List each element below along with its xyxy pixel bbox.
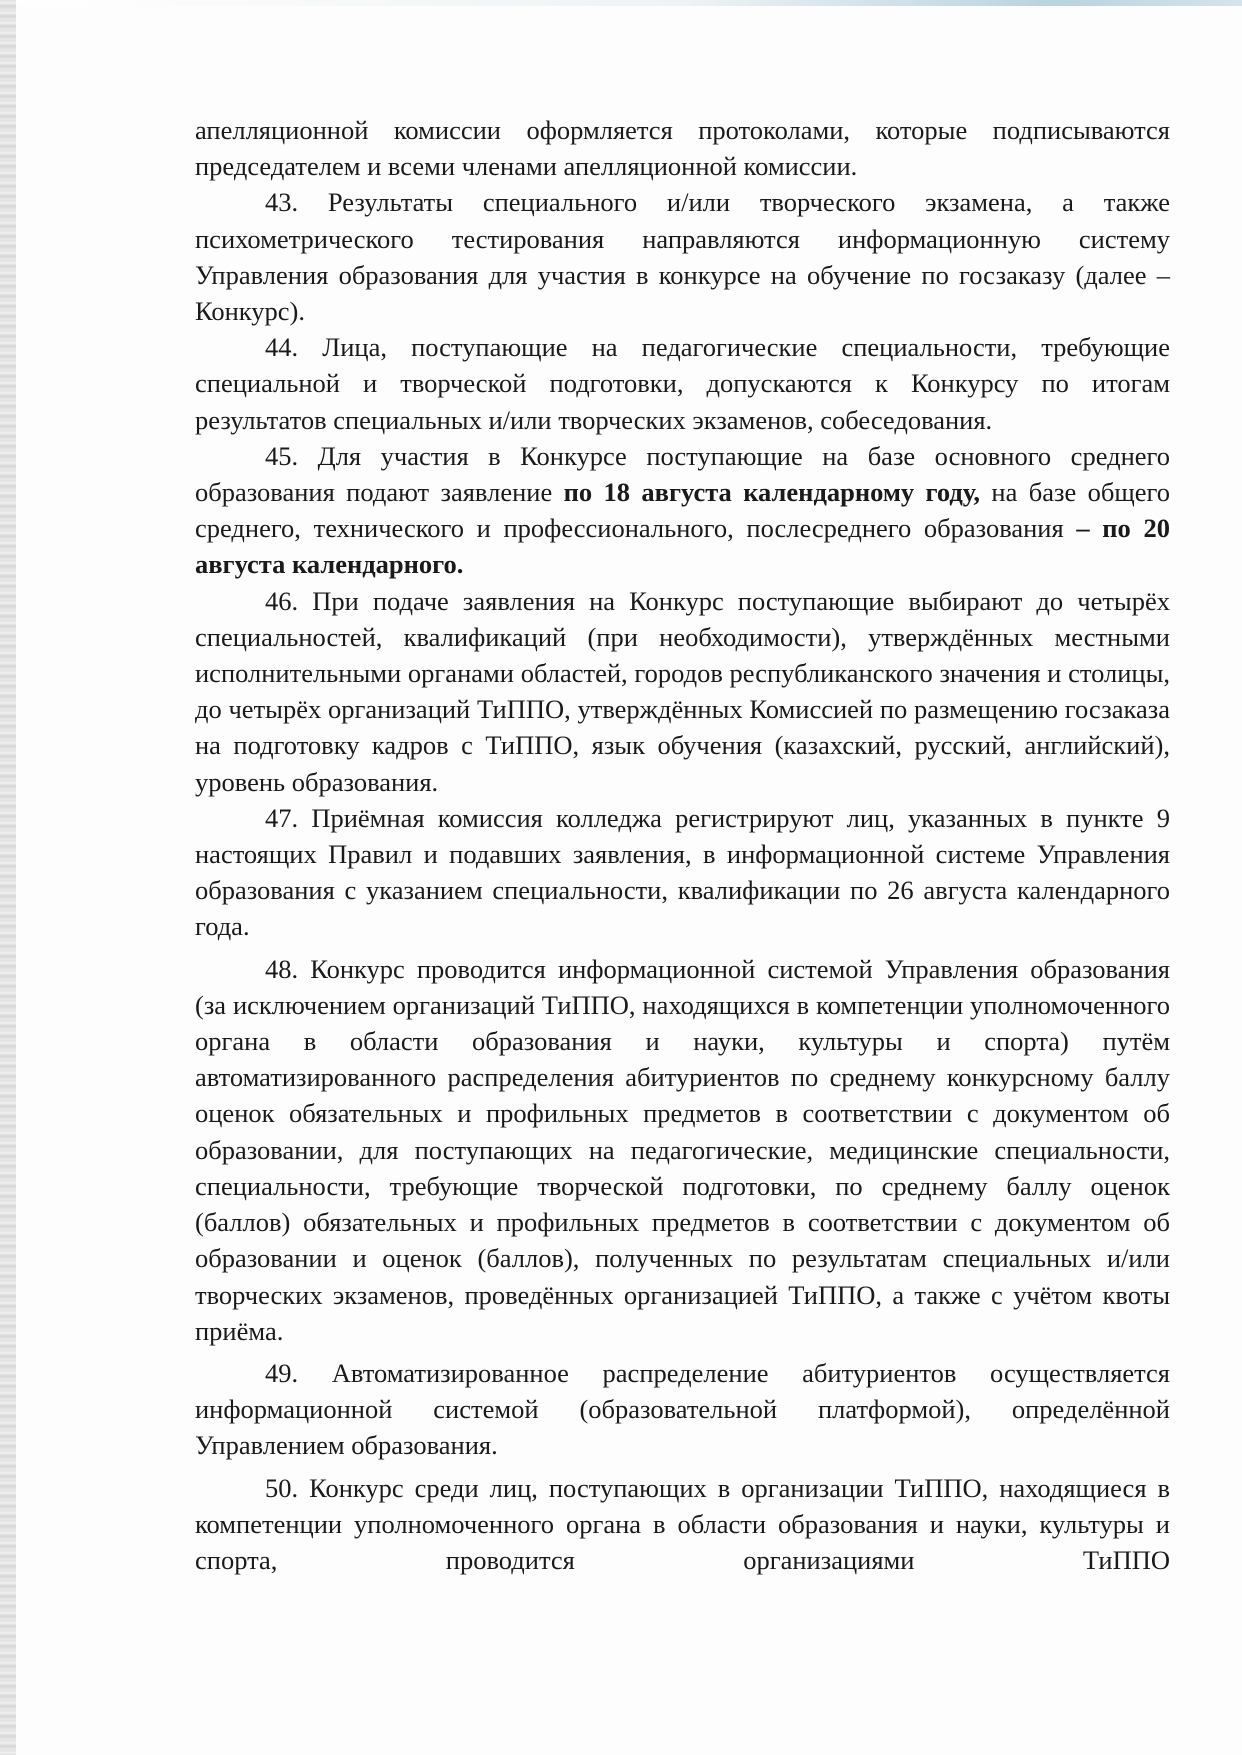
paragraph-49: 49. Автоматизированное распределение абитуриентов осуществляется информационной системой (образовательной платформой), определённой Управлением образования. bbox=[195, 1357, 1170, 1461]
scan-left-edge bbox=[0, 0, 16, 1755]
paragraph-48: 48. Конкурс проводится информационной системой Управления образования (за исключением организаций ТиППО, находящихся в компетенции уполномоченного органа в области образования и науки, культуры и спорта) путём автоматизированного распределения абитуриентов по среднему конкурсному баллу оценок обязательных и профильных предметов в соответствии с документом об образовании, для поступающих на педагогические, медицинские специальности, специальности, требующие творческой подготовки, по среднему баллу оценок (баллов) обязательных и профильных предметов в соответствии с документом об образовании и оценок (баллов), полученных по результатам специальных и/или творческих экзаменов, проведённых организацией ТиППО, а также с учётом квоты приёма. bbox=[195, 953, 1170, 1346]
paragraph-45-part-1: 45. Для участия в Конкурсе поступающие на базе основного среднего образования подают заявление bbox=[195, 440, 1170, 508]
paragraph-45-part-2: на базе общего среднего, технического и профессионального, послесреднего образования bbox=[195, 477, 1170, 544]
paragraph-45-bold-deadline-2: – по 20 августа календарного. bbox=[195, 513, 1170, 580]
paragraph-45 bbox=[195, 438, 1170, 583]
paragraph-46: 46. При подаче заявления на Конкурс поступающие выбирают до четырёх специальностей, квалификаций (при необходимости), утверждённых местными исполнительными органами областей, городов республиканского значения и столицы, до четырёх организаций ТиППО, утверждённых Комиссией по размещению госзаказа на подготовку кадров с ТиППО, язык обучения (казахский, русский, английский), уровень образования. bbox=[195, 585, 1170, 797]
paragraph-44: 44. Лица, поступающие на педагогические специальности, требующие специальной и творческой подготовки, допускаются к Конкурсу по итогам результатов специальных и/или творческих экзаменов, собеседования. bbox=[195, 332, 1170, 435]
paragraph-45-bold-deadline-1: по 18 августа календарному году, bbox=[563, 477, 981, 508]
paragraph-43: 43. Результаты специального и/или творческого экзамена, а также психометрического тестирования направляются информационную систему Управления образования для участия в конкурсе на обучение по госзаказу (далее – Конкурс). bbox=[195, 187, 1170, 327]
scan-top-stripe bbox=[0, 0, 1242, 6]
paragraph-continuation: апелляционной комиссии оформляется протоколами, которые подписываются председателем и всеми членами апелляционной комиссии. bbox=[195, 115, 1170, 182]
paragraph-50: 50. Конкурс среди лиц, поступающих в организации ТиППО, находящиеся в компетенции уполномоченного органа в области образования и науки, культуры и спорта, проводится организациями ТиППО bbox=[195, 1472, 1170, 1575]
paragraph-47: 47. Приёмная комиссия колледжа регистрируют лиц, указанных в пункте 9 настоящих Правил и подавших заявления, в информационной системе Управления образования с указанием специальности, квалификации по 26 августа календарного года. bbox=[195, 802, 1170, 942]
document-body bbox=[195, 112, 1170, 1578]
